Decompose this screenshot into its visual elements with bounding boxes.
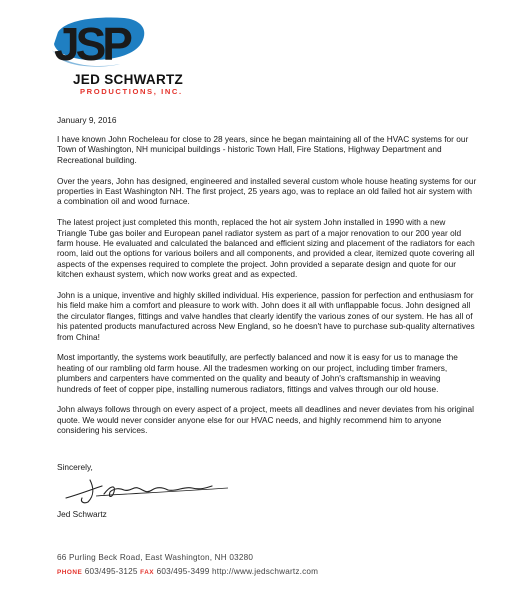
footer-contact	[57, 567, 318, 576]
letter-body	[57, 134, 477, 446]
company-name: JED SCHWARTZ	[73, 72, 184, 87]
letter-paragraph: Over the years, John has designed, engineered and installed several custom whole house heating systems for our properties in East Washington NH. The first project, 25 years ago, was to replace an old failed hot air system with a combination oil and wood furnace.	[57, 175, 477, 207]
footer-address: 66 Purling Beck Road, East Washington, NH 03280	[57, 553, 254, 562]
logo-text: JSP	[54, 18, 129, 70]
company-subtitle: PRODUCTIONS, INC.	[80, 87, 183, 96]
letter-date: January 9, 2016	[57, 115, 117, 125]
jsp-logo	[46, 14, 150, 72]
letter-paragraph: John is a unique, inventive and highly skilled individual. His experience, passion for perfection and enthusiasm for his field make him a comfort and pleasure to work with. John does it all with unflappable focus. John designed all the circulator flanges, fittings and valve handles that clearly identify the various zones of our system. He has all of his patented products manufactured across New England, so he doesn't have to purchase sub-quality alternatives from China!	[57, 290, 475, 342]
closing: Sincerely,	[57, 462, 93, 472]
signer-name: Jed Schwartz	[57, 509, 107, 519]
phone-label: PHONE	[57, 569, 83, 576]
letter-paragraph: John always follows through on every aspect of a project, meets all deadlines and never deviates from his original quote. We would never consider anyone else for our HVAC needs, and highly recommend him to anyone considering his services.	[57, 404, 474, 436]
letter-paragraph: The latest project just completed this month, replaced the hot air system John installed in 1990 with a new Triangle Tube gas boiler and European panel radiator system as part of a major renovation to our 200 year old farm house. He evaluated and calculated the balanced and efficient sizing and placement of the radiators for each room, laid out the options for various boilers and all components, and provided a clear, itemized quote covering all aspects of the expenses required to complete the project. John provided a separate design and quote for our kitchen exhaust system, which now works great and as expected.	[57, 217, 475, 280]
handwritten-signature	[60, 476, 240, 506]
letter-paragraph: Most importantly, the systems work beautifully, are perfectly balanced and now it is easy for us to manage the heating of our rambling old farm house. All the tradesmen working on our project, including timber framers, plumbers and carpenters have commented on the quality and beauty of John's craftsmanship in weaving hundreds of feet of copper pipe, installing numerous radiators, fittings and valves through our old house.	[57, 352, 458, 394]
fax-label: FAX	[140, 569, 155, 576]
fax-number: 603/495-3499	[156, 567, 210, 576]
website-link[interactable]: http://www.jedschwartz.com	[211, 567, 319, 576]
letter-paragraph: I have known John Rocheleau for close to 28 years, since he began maintaining all of the HVAC systems for our Town of Washington, NH municipal buildings - historic Town Hall, Fire Stations, Highway Department and Recreational building.	[57, 134, 469, 165]
phone-number: 603/495-3125	[84, 567, 138, 576]
